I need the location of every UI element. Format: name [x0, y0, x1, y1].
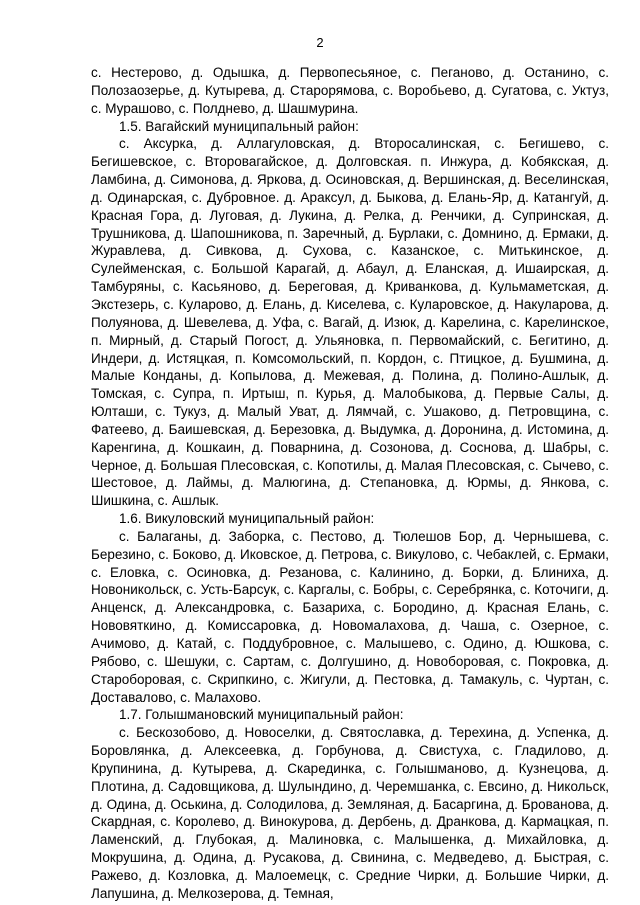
document-body	[91, 64, 609, 903]
paragraph-vagay-settlements: с. Аксурка, д. Аллагуловская, д. Второсалинская, с. Бегишево, с. Бегишевское, с. Второвагайское, д. Долговская. п. Инжура, д. Кобякская, д. Ламбина, д. Симонова, д. Яркова, д. Осиновская, д. Вершинская, д. Веселинская, д. Одинарская, с. Дубровное. д. Араксул, д. Быкова, д. Елань-Яр, д. Катангуй, д. Красная Гора, д. Луговая, д. Лукина, д. Релка, д. Ренчики, д. Супринская, д. Трушникова, д. Шапошникова, п. Заречный, д. Бурлаки, с. Домнино, д. Ермаки, д. Журавлева, д. Сивкова, д. Сухова, с. Казанское, с. Митькинское, д. Сулейменская, с. Большой Карагай, д. Абаул, д. Еланская, д. Ишаирская, д. Тамбуряны, с. Касьяново, д. Береговая, д. Криванкова, д. Кульмаметская, д. Экстезерь, с. Куларово, д. Елань, д. Киселева, с. Куларовское, д. Накуларова, д. Полуянова, д. Шевелева, д. Уфа, с. Вагай, д. Изюк, д. Карелина, с. Карелинское, п. Мирный, д. Старый Погост, д. Ульяновка, п. Первомайский, с. Бегитино, д. Индери, д. Истяцкая, п. Комсомольский, п. Кордон, с. Птицкое, д. Бушмина, д. Малые Конданы, д. Копылова, д. Межевая, д. Полина, д. Полино-Ашлык, д. Томская, с. Супра, п. Иртыш, п. Курья, д. Малобыкова, д. Первые Салы, д. Юлташи, с. Тукуз, д. Малый Уват, д. Лямчай, с. Ушакoво, д. Петровщина, с. Фатеево, д. Баишевская, д. Березовка, д. Выдумка, д. Доронина, д. Истомина, д. Каренгина, д. Кошкаин, д. Поварнина, д. Созонова, д. Соснова, д. Шабры, с. Черное, д. Большая Плесовская, с. Копотилы, д. Малая Плесовская, с. Сычево, с. Шестовое, д. Лаймы, д. Малюгина, д. Степановка, д. Юрмы, д. Янкова, с. Шишкина, с. Ашлык.	[91, 136, 609, 509]
paragraph-continuation: с. Нестерово, д. Одышка, д. Первопесьяное, с. Пеганово, д. Останино, с. Полозаозерье, д. Кутырева, д. Старорямова, с. Воробьево, д. Сугатова, с. Уктуз, с. Мурашово, с. Полднево, д. Шашмурина.	[91, 65, 609, 116]
section-heading-vagay: 1.5. Вагайский муниципальный район:	[119, 118, 359, 134]
paragraph-golyshmanovo-settlements: с. Бескозобово, д. Новоселки, д. Святославка, д. Терехина, д. Успенка, д. Боровлянка, д. Алексеевка, д. Горбунова, д. Свистуха, с. Гладилово, д. Крупинина, д. Кутырева, д. Скарединка, с. Голышманово, д. Кузнецова, д. Плотина, д. Садовщикова, д. Шулындино, д. Черемшанка, с. Евсино, д. Никольск, д. Одина, д. Оськина, д. Солодилова, д. Земляная, д. Басаргина, д. Брованова, д. Скардная, с. Королево, д. Винокурова, д. Дербень, д. Дранкова, д. Кармацкая, п. Ламенский, д. Глубокая, д. Малиновка, с. Малышенка, д. Михайловка, д. Мокрушина, д. Одина, д. Русакова, д. Свинина, с. Медведево, д. Быстрая, с. Ражево, д. Козловка, д. Малоемецк, с. Средние Чирки, д. Большие Чирки, д. Лапушина, д. Мелкозерова, д. Темная,	[91, 725, 609, 901]
paragraph-vikulovo-settlements: с. Балаганы, д. Заборка, с. Пестово, д. Тюлешов Бор, д. Чернышева, с. Березино, с. Боково, д. Иковское, д. Петрова, с. Викулово, с. Чебаклей, с. Ермаки, с. Еловка, с. Осиновка, д. Резанова, с. Калинино, д. Борки, д. Блиниха, д. Новоникольск, с. Усть-Барсук, с. Каргалы, с. Бобры, с. Серебрянка, с. Коточиги, д. Анценск, д. Александровка, с. Базариха, с. Бородино, д. Красная Елань, с. Нововяткино, д. Комиссаровка, д. Новомалахова, д. Чаша, с. Озерное, с. Ачимово, д. Катай, с. Поддубровное, с. Малышево, с. Одино, д. Юшкова, с. Рябово, с. Шешуки, с. Сартам, с. Долгушино, д. Новоборовая, с. Покровка, д. Староборовая, с. Скрипкино, с. Жигули, д. Пестовка, д. Тамакуль, с. Чуртан, с. Доставалово, с. Малахово.	[91, 528, 609, 705]
page-number: 2	[316, 35, 324, 50]
section-heading-vikulovo: 1.6. Викуловский муниципальный район:	[119, 511, 375, 527]
section-heading-golyshmanovo: 1.7. Голышмановский муниципальный район:	[119, 707, 404, 723]
